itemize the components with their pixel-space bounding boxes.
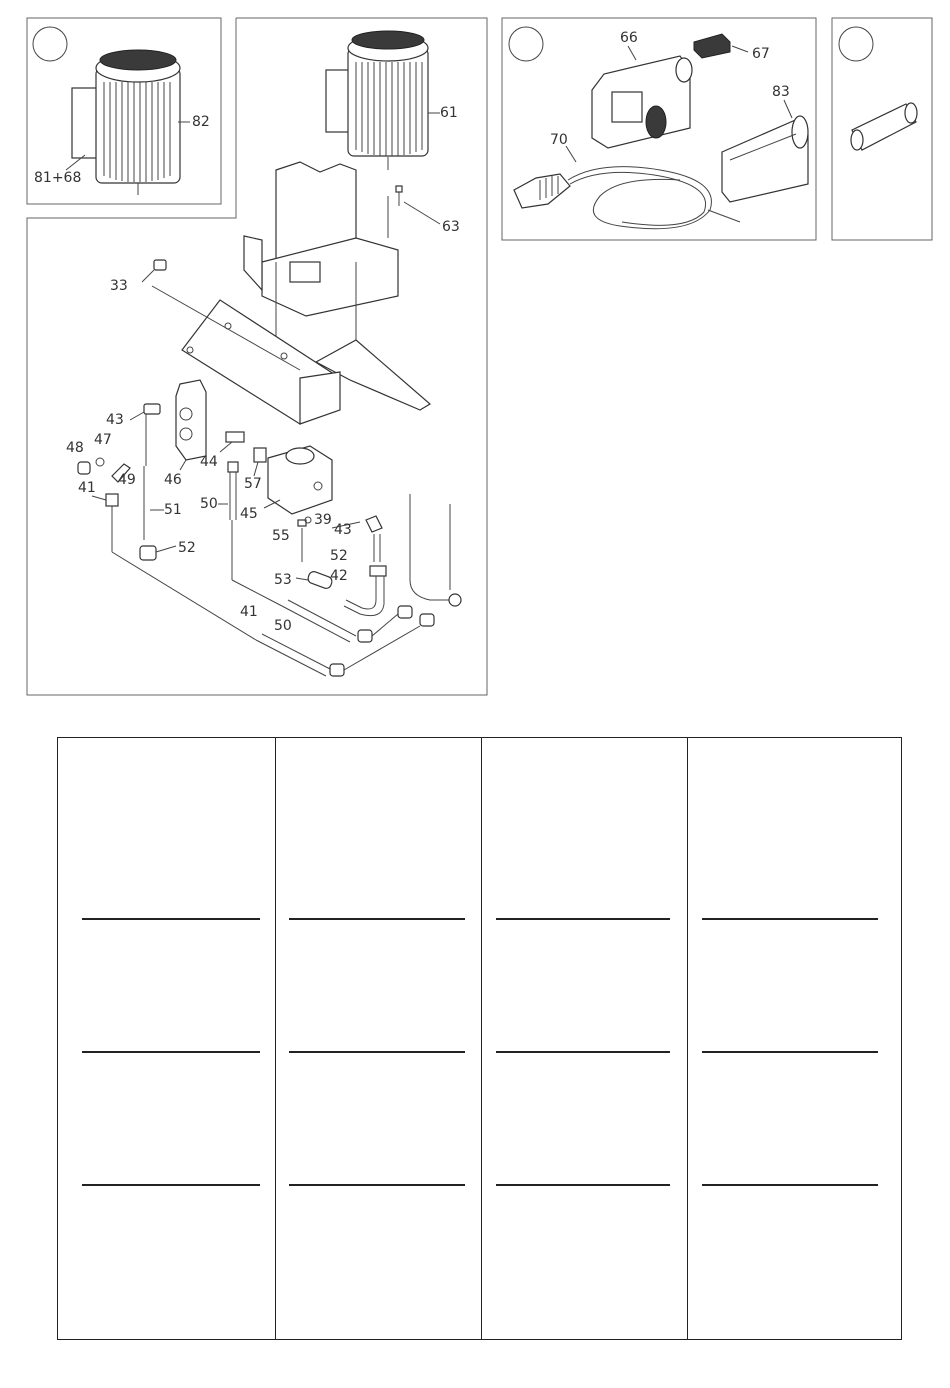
screw-63 — [388, 186, 440, 238]
callout-70: 70 — [550, 132, 568, 148]
callout-45: 45 — [240, 506, 258, 522]
callout-82: 82 — [192, 114, 210, 130]
callout-46: 46 — [164, 472, 182, 488]
entry-rule — [289, 1184, 465, 1186]
filter-53 — [296, 570, 333, 589]
entry-rule — [702, 918, 878, 920]
entry-rule — [702, 1051, 878, 1053]
entry-rule — [82, 1184, 260, 1186]
entry-rule — [496, 1184, 670, 1186]
callout-67: 67 — [752, 46, 770, 62]
cover-83 — [722, 100, 808, 202]
column-divider — [687, 738, 688, 1339]
parts-table — [57, 737, 902, 1340]
callout-33: 33 — [110, 278, 128, 294]
motor-a — [66, 50, 190, 195]
entry-rule — [289, 918, 465, 920]
cable-70 — [514, 146, 740, 229]
entry-rule — [289, 1051, 465, 1053]
switch-67 — [694, 34, 748, 58]
callout-52-b: 52 — [330, 548, 348, 564]
switch-housing-66 — [592, 46, 692, 148]
panel-a-marker — [33, 27, 67, 61]
bolt-55 — [298, 517, 311, 562]
motor-b — [326, 31, 440, 170]
entry-rule — [82, 918, 260, 920]
callout-39: 39 — [314, 512, 332, 528]
callout-51: 51 — [164, 502, 182, 518]
column-divider — [275, 738, 276, 1339]
callout-66: 66 — [620, 30, 638, 46]
pump-45 — [264, 446, 332, 514]
callout-50-b: 50 — [274, 618, 292, 634]
tube-50 — [218, 462, 238, 520]
callout-50-a: 50 — [200, 496, 218, 512]
entry-rule — [702, 1184, 878, 1186]
callout-41-b: 41 — [240, 604, 258, 620]
callout-42: 42 — [330, 568, 348, 584]
callout-43-a: 43 — [106, 412, 124, 428]
callout-53: 53 — [274, 572, 292, 588]
callout-61: 61 — [440, 105, 458, 121]
entry-rule — [82, 1051, 260, 1053]
entry-rule — [496, 918, 670, 920]
callout-55: 55 — [272, 528, 290, 544]
callout-83: 83 — [772, 84, 790, 100]
callout-47: 47 — [94, 432, 112, 448]
callout-57: 57 — [244, 476, 262, 492]
callout-52-a: 52 — [178, 540, 196, 556]
callout-81-68: 81+68 — [34, 170, 82, 186]
callout-48: 48 — [66, 440, 84, 456]
callout-49: 49 — [118, 472, 136, 488]
callout-41-a: 41 — [78, 480, 96, 496]
sleeve-part — [851, 103, 917, 150]
panel-c-marker — [509, 27, 543, 61]
column-divider — [481, 738, 482, 1339]
callout-43-b: 43 — [334, 522, 352, 538]
callout-63: 63 — [442, 219, 460, 235]
entry-rule — [496, 1051, 670, 1053]
panel-d-marker — [839, 27, 873, 61]
callout-44: 44 — [200, 454, 218, 470]
